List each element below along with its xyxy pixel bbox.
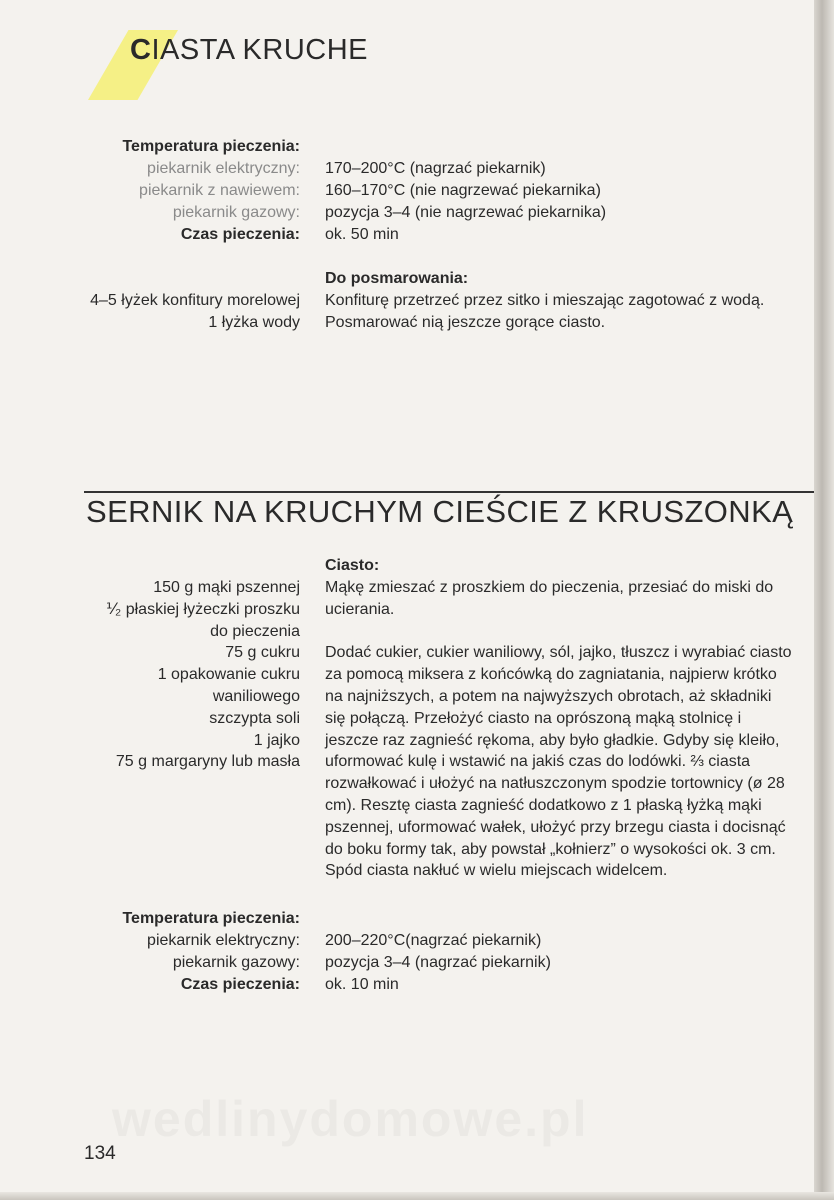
list-item: waniliowego xyxy=(212,687,300,705)
oven-label: piekarnik elektryczny: xyxy=(147,932,300,949)
section2-temp-heading: Temperatura pieczenia: xyxy=(122,910,300,927)
list-item: 1 jajko xyxy=(253,731,300,749)
oven-label: piekarnik gazowy: xyxy=(172,204,300,221)
list-item: szczypta soli xyxy=(209,709,300,727)
oven-value: pozycja 3–4 (nagrzać piekarnik) xyxy=(325,954,551,971)
spread-ingredient: 1 łyżka wody xyxy=(208,314,300,331)
bake-time-value: ok. 50 min xyxy=(325,226,399,243)
oven-label: piekarnik gazowy: xyxy=(172,954,300,971)
watermark: wedlinydomowe.pl xyxy=(112,1091,589,1147)
ingredients-list xyxy=(106,577,300,773)
section-divider xyxy=(84,491,814,493)
spread-ingredient: 4–5 łyżek konfitury morelowej xyxy=(90,292,300,309)
spread-heading: Do posmarowania: xyxy=(325,270,469,287)
bake-time-value: ok. 10 min xyxy=(325,976,399,993)
method-text xyxy=(325,577,795,882)
list-item: 75 g cukru xyxy=(225,644,300,662)
method-paragraph: Mąkę zmieszać z proszkiem do pieczenia, przesiać do miski do ucierania. xyxy=(325,579,774,618)
oven-value: pozycja 3–4 (nie nagrzewać piekarnika) xyxy=(325,204,607,221)
list-item: 150 g mąki pszennej xyxy=(153,579,300,596)
oven-value: 160–170°C (nie nagrzewać piekarnika) xyxy=(325,182,601,199)
oven-value: 200–220°C(nagrzać piekarnik) xyxy=(325,932,542,949)
method-paragraph: Dodać cukier, cukier waniliowy, sól, jajko, tłuszcz i wyrabiać ciasto za pomocą miksera z końcówką do zagniatania, najpierw krótko na najniższych, a potem na najwyższych obrotach, aż składniki się połączą. Przełożyć ciasto na oprószoną mąką stolnicę i jeszcze raz zagnieść rękoma, aby było gładkie. Gdyby się kleiło, uformować kulę i wstawić na jakiś czas do lodówki. ⅔ ciasta rozwałkować i ułożyć na natłuszczonym spodzie tortownicy (ø 28 cm). Resztę ciasta zagnieść dodatkowo z 1 płaską łyżką mąki pszennej, uformować wałek, ułożyć przy brzegu ciasta i docisnąć do boku formy tak, aby powstał „kołnierz” o wysokości ok. 3 cm. Spód ciasta nakłuć w wielu miejscach widelcem. xyxy=(325,644,792,880)
list-item: 1 opakowanie cukru xyxy=(157,666,300,684)
page-edge xyxy=(814,0,834,1200)
list-item: do pieczenia xyxy=(210,622,300,640)
section1-temp-heading: Temperatura pieczenia: xyxy=(122,138,300,155)
list-item: 75 g margaryny lub masła xyxy=(115,753,300,771)
list-item: ⅟₂ płaskiej łyżeczki proszku xyxy=(105,600,300,618)
oven-label: piekarnik elektryczny: xyxy=(147,160,300,177)
oven-label: piekarnik z nawiewem: xyxy=(139,182,300,199)
oven-value: 170–200°C (nagrzać piekarnik) xyxy=(325,160,546,177)
section2-title: SERNIK NA KRUCHYM CIEŚCIE Z KRUSZONKĄ xyxy=(86,494,794,529)
spread-instruction: Konfiturę przetrzeć przez sitko i mieszając zagotować z wodą. xyxy=(325,292,765,309)
bake-time-label: Czas pieczenia: xyxy=(180,226,300,243)
dough-heading: Ciasto: xyxy=(325,557,380,574)
bake-time-label: Czas pieczenia: xyxy=(180,976,300,993)
page-bottom-edge xyxy=(0,1192,834,1200)
spread-instruction: Posmarować nią jeszcze gorące ciasto. xyxy=(325,314,606,331)
page-number: 134 xyxy=(84,1143,116,1164)
section1-title: CIASTA KRUCHE xyxy=(130,34,369,66)
